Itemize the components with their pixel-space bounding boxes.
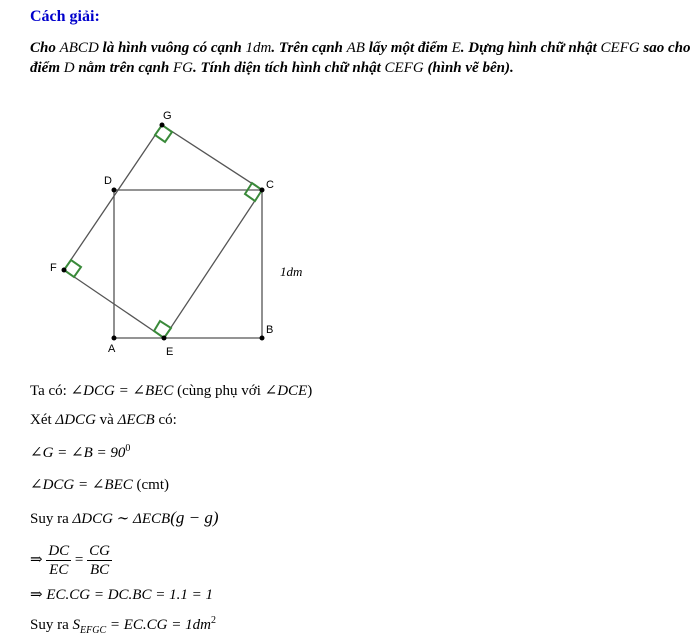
label-b: B (266, 324, 274, 336)
math: ⇒ EC.CG = DC.BC = 1.1 = 1 (30, 587, 213, 603)
math: ∠DCE (264, 383, 308, 399)
subscript: EFGC (80, 625, 107, 636)
text: lấy một điểm (364, 40, 452, 56)
math: S (72, 617, 80, 633)
text: (cmt) (132, 477, 169, 493)
text: Xét (30, 412, 56, 428)
solution-line-1 (30, 381, 312, 400)
text: Ta có: (30, 383, 71, 399)
superscript: 0 (125, 443, 131, 454)
point-b (260, 336, 265, 341)
equals: = (74, 551, 84, 568)
label-d: D (104, 175, 112, 187)
denominator: EC (49, 562, 69, 578)
point-d (112, 188, 117, 193)
text: ) (307, 383, 313, 399)
point-f (62, 268, 67, 273)
solution-line-7 (30, 585, 213, 604)
text: có: (154, 412, 177, 428)
solution-line-6 (30, 542, 112, 579)
rectangle-cefg (64, 125, 262, 338)
point-e (162, 336, 167, 341)
text: là hình vuông có cạnh (98, 40, 246, 56)
math: ΔECB (117, 412, 155, 428)
math: CEFG (384, 60, 424, 76)
label-c: C (266, 179, 274, 191)
fraction-cg-bc (87, 542, 112, 579)
square-abcd (114, 190, 262, 338)
text: (cùng phụ với (173, 383, 265, 399)
math: CEFG (600, 40, 640, 56)
right-angle-g (155, 125, 172, 142)
text: . Trên cạnh (271, 40, 347, 56)
math: E (451, 40, 461, 56)
label-g: G (163, 110, 172, 122)
math: AB (346, 40, 365, 56)
section-heading: Cách giải: (30, 8, 100, 25)
superscript: 2 (210, 615, 216, 626)
text: Suy ra (30, 511, 73, 527)
numerator: DC (48, 543, 70, 559)
text: Cho (30, 40, 60, 56)
text: . Dựng hình chữ nhật (460, 40, 601, 56)
fraction-dc-ec (46, 542, 71, 579)
math: ΔDCG (55, 412, 96, 428)
numerator: CG (89, 543, 110, 559)
math: D (63, 60, 75, 76)
label-e: E (166, 346, 174, 358)
point-c (260, 188, 265, 193)
math: ∠G = ∠B = 90 (30, 445, 126, 461)
solution-line-2 (30, 412, 177, 429)
point-a (112, 336, 117, 341)
label-f: F (50, 262, 57, 274)
text: sao cho điểm (30, 40, 691, 76)
point-g (160, 123, 165, 128)
math: ΔDCG ∼ ΔECB (72, 511, 171, 527)
math: = EC.CG = 1dm (106, 617, 211, 633)
math: FG (172, 60, 193, 76)
solution-line-3 (30, 443, 130, 462)
label-a: A (108, 343, 116, 355)
math: 1dm (245, 40, 272, 56)
math: (g − g) (170, 508, 219, 527)
math: ∠DCG = ∠BEC (30, 477, 133, 493)
text: Suy ra (30, 617, 73, 633)
text: (hình vẽ bên). (423, 60, 514, 76)
implies-symbol: ⇒ (30, 551, 43, 568)
solution-line-8 (30, 615, 216, 636)
solution-line-4 (30, 475, 169, 494)
math: ∠DCG = ∠BEC (70, 383, 174, 399)
right-angle-e (154, 321, 171, 338)
side-length-label: 1dm (280, 264, 303, 279)
text: và (95, 412, 118, 428)
math: ABCD (59, 40, 99, 56)
right-angle-c (245, 183, 262, 201)
text: . Tính diện tích hình chữ nhật (192, 60, 385, 76)
denominator: BC (89, 562, 110, 578)
right-angle-f (64, 260, 81, 277)
text: nằm trên cạnh (74, 60, 173, 76)
solution-line-5 (30, 508, 218, 528)
